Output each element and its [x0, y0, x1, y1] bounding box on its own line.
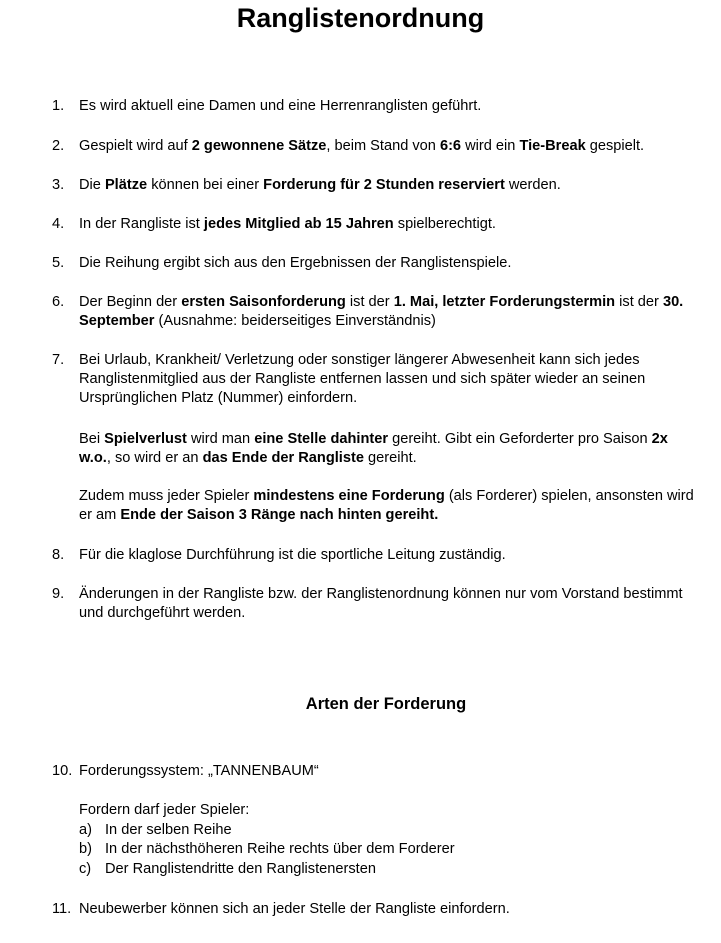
list-text [79, 351, 699, 408]
item-7-paragraph [79, 487, 699, 525]
list-number: 4. [52, 216, 65, 232]
bold-text-run: mindestens eine Forderung [253, 488, 445, 504]
list-number: 10. [52, 763, 73, 779]
text-run: ist der [615, 294, 663, 310]
list-number: 7. [52, 352, 65, 368]
bold-text-run: 1. Mai, letzter Forderungstermin [393, 294, 616, 310]
item-10-intro: Fordern darf jeder Spieler: [79, 802, 250, 818]
list-number: 6. [52, 294, 65, 310]
option-letter: a) [79, 822, 92, 838]
list-number: 2. [52, 138, 65, 154]
text-run: (als Forderer) spielen, ansonsten wird er am [79, 488, 694, 523]
text-run: ist der [345, 294, 394, 310]
text-run: gereiht. [363, 450, 417, 466]
bold-text-run: 2 gewonnene Sätze [191, 138, 327, 154]
text-run: wird man [186, 431, 255, 447]
option-letter: c) [79, 861, 92, 877]
text-run: spielberechtigt. [393, 216, 496, 232]
list-text [79, 215, 699, 234]
list-number: 3. [52, 177, 65, 193]
text-run: In der Rangliste ist [79, 216, 204, 232]
list-number: 11. [52, 901, 72, 917]
bold-text-run: Ende der Saison 3 Ränge nach hinten gereiht. [120, 507, 439, 523]
text-run: gereiht. Gibt ein Geforderter pro Saison [388, 431, 652, 447]
bold-text-run: das Ende der Rangliste [202, 450, 364, 466]
text-run: Gespielt wird auf [79, 138, 192, 154]
section-heading: Arten der Forderung [305, 695, 467, 713]
bold-text-run: ersten Saisonforderung [181, 294, 346, 310]
option-text: In der selben Reihe [105, 822, 232, 838]
list-text [79, 176, 699, 195]
bold-text-run: Spielverlust [104, 431, 187, 447]
text-run: Es wird aktuell eine Damen und eine Herrenranglisten geführt. [79, 98, 482, 114]
list-number: 5. [52, 255, 65, 271]
bold-text-run: Plätze [104, 177, 148, 193]
list-text [79, 585, 699, 623]
text-run: (Ausnahme: beiderseitiges Einverständnis) [154, 313, 436, 329]
list-text [79, 97, 699, 116]
text-run: Für die klaglose Durchführung ist die sportliche Leitung zuständig. [79, 547, 506, 563]
list-text [79, 762, 699, 781]
option-text: In der nächsthöheren Reihe rechts über dem Forderer [105, 841, 455, 857]
list-number: 8. [52, 547, 65, 563]
list-text [79, 293, 699, 331]
text-run: gespielt. [585, 138, 645, 154]
option-text: Der Ranglistendritte den Ranglistenersten [105, 861, 376, 877]
text-run: Forderungssystem: „TANNENBAUM“ [79, 763, 319, 779]
list-text [79, 546, 699, 565]
item-7-paragraph [79, 430, 699, 468]
text-run: Bei [79, 431, 105, 447]
text-run: , so wird er an [106, 450, 203, 466]
bold-text-run: Forderung für 2 Stunden reserviert [263, 177, 505, 193]
list-number: 9. [52, 586, 65, 602]
list-text [79, 254, 699, 273]
bold-text-run: 30. September [79, 294, 684, 329]
list-number: 1. [52, 98, 65, 114]
text-run: , beim Stand von [326, 138, 440, 154]
document-title: Ranglistenordnung [236, 3, 485, 33]
bold-text-run: jedes Mitglied ab 15 Jahren [203, 216, 394, 232]
text-run: Änderungen in der Rangliste bzw. der Ranglistenordnung können nur vom Vorstand bestimmt und durchgeführt werden. [79, 586, 683, 621]
text-run: Der Beginn der [79, 294, 182, 310]
text-run: Die Reihung ergibt sich aus den Ergebnissen der Ranglistenspiele. [79, 255, 512, 271]
bold-text-run: eine Stelle dahinter [254, 431, 389, 447]
bold-text-run: Tie-Break [519, 138, 586, 154]
text-run: können bei einer [147, 177, 264, 193]
option-letter: b) [79, 841, 92, 857]
bold-text-run: 2x w.o. [79, 431, 668, 466]
text-run: Die [79, 177, 105, 193]
text-run: wird ein [461, 138, 520, 154]
text-run: werden. [504, 177, 561, 193]
text-run: Zudem muss jeder Spieler [79, 488, 254, 504]
bold-text-run: 6:6 [439, 138, 462, 154]
list-text [79, 137, 699, 156]
text-run: Neubewerber können sich an jeder Stelle der Rangliste einfordern. [79, 901, 510, 917]
text-run: Bei Urlaub, Krankheit/ Verletzung oder sonstiger längerer Abwesenheit kann sich jedes Ranglistenmitglied aus der Rangliste entfernen lassen und sich später wieder an seinen Ursprünglichen Platz (Nummer) einfordern. [79, 352, 646, 406]
list-text [79, 900, 699, 919]
